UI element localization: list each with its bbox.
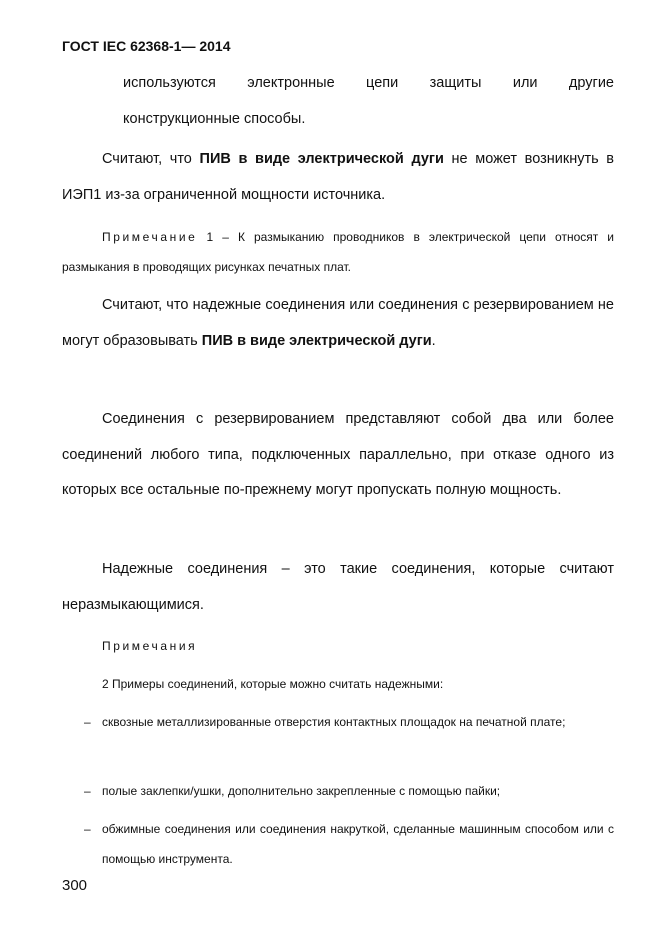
paragraph-redundant-connections: Соединения с резервированием представляют собой два или более соединений любого типа, подключенных параллельно, при отказе одного из которых все остальные по-прежнему могут пропускать полную мощность.: [62, 411, 614, 498]
defined-term: ПИВ в виде электрической дуги: [201, 332, 432, 349]
word: электронные: [247, 75, 335, 91]
paragraph-arc-ies1: [62, 142, 614, 213]
continuation-line-2: конструкционные способы.: [123, 110, 306, 127]
list-dash: –: [84, 715, 91, 729]
text-run: Считают, что: [102, 151, 200, 167]
word: защиты: [429, 75, 482, 91]
note-label: Примечание: [102, 230, 198, 244]
continuation-line-1: [123, 66, 614, 102]
continuation-paragraph: [123, 66, 614, 137]
document-header: ГОСТ IEC 62368-1— 2014: [62, 38, 231, 54]
page-number: 300: [62, 877, 88, 894]
word: или: [512, 75, 538, 91]
note-text: 1 – К размыканию проводников в электрической цепи относят и размыкания в проводящих рисунках печатных плат.: [62, 230, 614, 274]
text-run: Считают, что надежные соединения или соединения с резервированием не могут образовывать: [62, 297, 614, 349]
note-1: [62, 222, 614, 282]
text-run: .: [431, 332, 436, 349]
notes-label: Примечания: [102, 639, 198, 653]
word: другие: [568, 75, 614, 91]
paragraph-reliable-connections: [62, 288, 614, 359]
list-dash: –: [84, 822, 91, 836]
notes-intro: 2 Примеры соединений, которые можно считать надежными:: [102, 677, 444, 691]
list-item: обжимные соединения или соединения накруткой, сделанные машинным способом или с помощью инструмента.: [102, 822, 614, 866]
list-item: полые заклепки/ушки, дополнительно закрепленные с помощью пайки;: [102, 784, 501, 798]
word: используются: [123, 75, 216, 91]
list-dash: –: [84, 784, 91, 798]
paragraph-reliable-definition: Надежные соединения – это такие соединения, которые считают неразмыкающимися.: [62, 561, 614, 613]
text-run: не может возникнуть в ИЭП1 из-за ограниченной мощности источника.: [62, 151, 615, 203]
word: цепи: [366, 75, 399, 91]
list-item: сквозные металлизированные отверстия контактных площадок на печатной плате;: [102, 715, 566, 729]
defined-term: ПИВ в виде электрической дуги: [199, 151, 444, 167]
